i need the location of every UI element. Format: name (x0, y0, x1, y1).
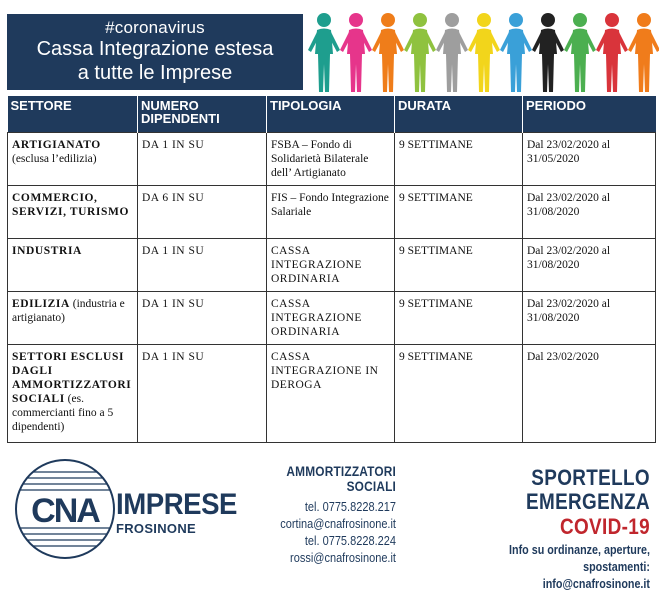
person-figure (404, 13, 436, 92)
cell-tipologia: CASSA INTEGRAZIONE ORDINARIA (267, 291, 395, 344)
cell-dipendenti: DA 6 IN SU (138, 185, 267, 238)
cell-periodo: Dal 23/02/2020 al 31/08/2020 (523, 291, 656, 344)
header-settore: SETTORE (8, 96, 138, 132)
table-row (8, 132, 656, 185)
cell-settore: INDUSTRIA (8, 238, 138, 291)
brand-city: FROSINONE (116, 521, 196, 536)
table-row (8, 238, 656, 291)
title-banner (7, 14, 303, 90)
cell-tipologia: FIS – Fondo Integrazione Salariale (267, 185, 395, 238)
table-row (8, 344, 656, 442)
header-tipologia: TIPOLOGIA (267, 96, 395, 132)
email-1[interactable]: cortina@cnafrosinone.it (280, 517, 396, 531)
cell-settore: SETTORI ESCLUSI DAGLI AMMORTIZZATORI SOCIALI (es. commercianti fino a 5 dipendenti) (8, 344, 138, 442)
info-line: Info su ordinanze, aperture, spostamenti: (509, 543, 650, 574)
person-figure (564, 13, 596, 92)
cell-tipologia: FSBA – Fondo di Solidarietà Bilaterale dell’ Artigianato (267, 132, 395, 185)
person-figure (308, 13, 340, 92)
footer (0, 452, 659, 591)
sportello-title: SPORTELLO EMERGENZA (526, 465, 650, 514)
cell-durata: 9 SETTIMANE (395, 344, 523, 442)
cell-periodo: Dal 23/02/2020 al 31/05/2020 (523, 132, 656, 185)
banner-title-line1: Cassa Integrazione estesa (36, 38, 274, 60)
table-row (8, 185, 656, 238)
person-figure (500, 13, 532, 92)
cell-periodo: Dal 23/02/2020 (523, 344, 656, 442)
person-figure (596, 13, 628, 92)
brand-name: IMPRESE (116, 488, 238, 521)
info-email[interactable]: info@cnafrosinone.it (542, 577, 650, 591)
cassa-integrazione-table (7, 96, 655, 443)
cell-tipologia: CASSA INTEGRAZIONE ORDINARIA (267, 238, 395, 291)
person-figure (468, 13, 500, 92)
hashtag: #coronavirus (105, 18, 205, 37)
phone-1[interactable]: tel. 0775.8228.217 (304, 500, 396, 514)
imprese-brand (116, 490, 248, 538)
person-figure (436, 13, 468, 92)
person-figure (628, 13, 659, 92)
cell-durata: 9 SETTIMANE (395, 238, 523, 291)
cell-dipendenti: DA 1 IN SU (138, 132, 267, 185)
cell-durata: 9 SETTIMANE (395, 185, 523, 238)
header-periodo: PERIODO (523, 96, 656, 132)
cell-settore: COMMERCIO, SERVIZI, TURISMO (8, 185, 138, 238)
contacts-block (248, 464, 396, 567)
contacts-title: AMMORTIZZATORI SOCIALI (286, 464, 396, 494)
cell-dipendenti: DA 1 IN SU (138, 344, 267, 442)
cell-durata: 9 SETTIMANE (395, 132, 523, 185)
phone-2[interactable]: tel. 0775.8228.224 (304, 534, 396, 548)
banner-title-line2: a tutte le Imprese (77, 62, 233, 84)
cell-dipendenti: DA 1 IN SU (138, 238, 267, 291)
person-figure (372, 13, 404, 92)
cell-settore: EDILIZIA (industria e artigianato) (8, 291, 138, 344)
table-header-row (8, 96, 656, 132)
header-numero-dipendenti: NUMERO DIPENDENTI (138, 96, 267, 132)
header-durata: DURATA (395, 96, 523, 132)
cell-periodo: Dal 23/02/2020 al 31/08/2020 (523, 185, 656, 238)
cna-logo (14, 458, 116, 560)
cna-logo-text: CNA (31, 492, 99, 530)
cell-settore: ARTIGIANATO (esclusa l’edilizia) (8, 132, 138, 185)
cell-tipologia: CASSA INTEGRAZIONE IN DEROGA (267, 344, 395, 442)
cell-periodo: Dal 23/02/2020 al 31/08/2020 (523, 238, 656, 291)
covid-label: COVID-19 (559, 514, 650, 539)
person-figure (532, 13, 564, 92)
person-figure (340, 13, 372, 92)
email-2[interactable]: rossi@cnafrosinone.it (290, 551, 396, 565)
cell-durata: 9 SETTIMANE (395, 291, 523, 344)
cell-dipendenti: DA 1 IN SU (138, 291, 267, 344)
sportello-block (410, 466, 650, 592)
people-chain-illustration (308, 10, 658, 96)
table-row (8, 291, 656, 344)
